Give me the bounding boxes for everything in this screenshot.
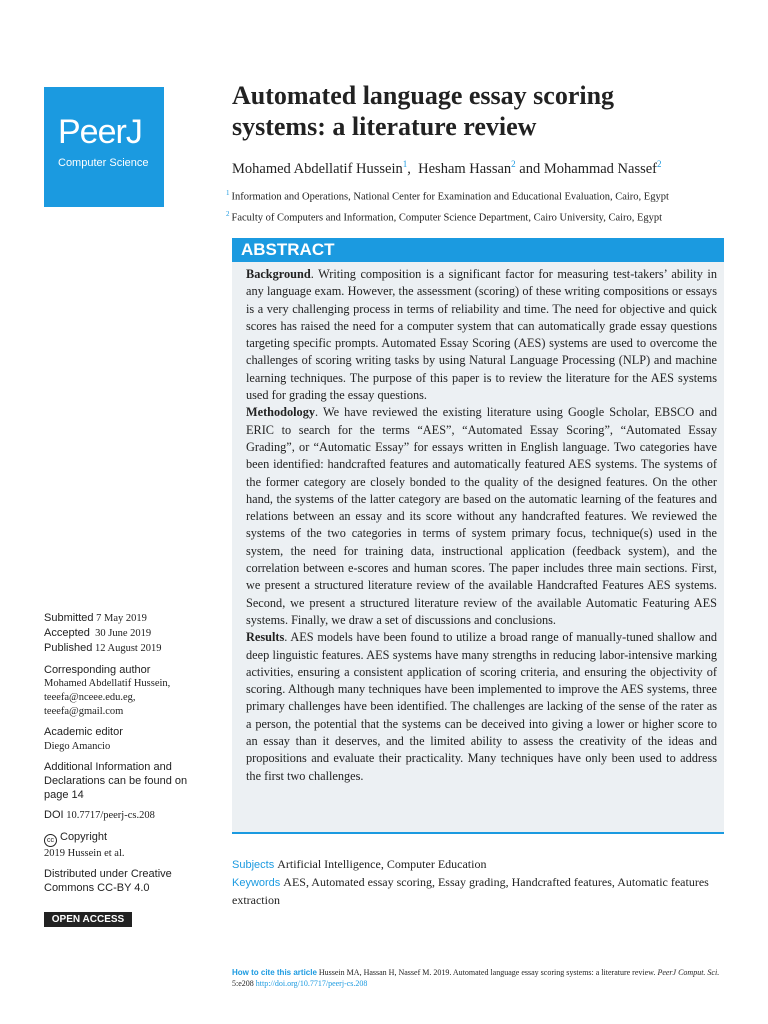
cite-volume: 5:e208 <box>232 979 254 988</box>
additional-info[interactable]: Additional Information and Declarations can be found on page 14 <box>44 760 188 802</box>
affiliation-sup: 1 <box>226 189 230 197</box>
keywords-text: AES, Automated essay scoring, Essay grading, Handcrafted features, Automatic features extraction <box>232 875 709 907</box>
accepted-date: 30 June 2019 <box>95 628 152 640</box>
author-list: Mohamed Abdellatif Hussein$^1$, Hesham Hassan$^2$ and Mohammad Nassef$^2$ <box>232 159 662 177</box>
submitted-label: Submitted <box>44 612 94 624</box>
results-text: . AES models have been found to utilize a broad range of manually-tuned shallow and deep linguistic features. AES systems have many strengths in reducing labor-intensive marking activities, ensuring a consistent application of scoring criteria, and ensuring the objectivity of scoring. Although many techniques have been implemented to improve the AES systems, three primary challenges have been identified. The challenges are lacking of the sense of the rater as a person, the potential that the systems can be deceived into giving a lower or higher score to an essay than it deserves, and the limited ability to assess the creativity of the ideas and propositions and evaluate their practicality. Many techniques have only been used to address the first two challenges. <box>246 630 717 783</box>
methodology-label: Methodology <box>246 405 315 420</box>
affiliation-text: Faculty of Computers and Information, Computer Science Department, Cairo University, Cairo, Egypt <box>231 212 663 223</box>
sidebar-metadata <box>44 611 204 895</box>
author-name: Mohammad Nassef <box>543 160 658 177</box>
author-affil-sup: 1 <box>402 159 408 169</box>
license-text[interactable]: Distributed under Creative Commons CC-BY 4.0 <box>44 867 172 895</box>
cite-link[interactable]: http://doi.org/10.7717/peerj-cs.208 <box>255 979 368 988</box>
subjects-text: Artificial Intelligence, Computer Education <box>277 857 487 871</box>
abstract-methodology <box>246 404 717 629</box>
author-affil-sup: 2 <box>657 159 662 169</box>
editor-label: Academic editor <box>44 726 123 739</box>
accepted-label: Accepted <box>44 627 90 640</box>
corresponding-label: Corresponding author <box>44 663 151 676</box>
results-label: Results <box>246 630 285 645</box>
corresponding-email[interactable]: teeefa@gmail.com <box>44 706 124 718</box>
published-date: 12 August 2019 <box>94 643 162 655</box>
editor-name: Diego Amancio <box>44 740 111 752</box>
subjects-label: Subjects <box>232 859 275 871</box>
corresponding-email[interactable]: teeefa@nceee.edu.eg, <box>44 692 136 704</box>
author-name: Hesham Hassan <box>418 160 512 177</box>
accepted-line <box>44 626 204 641</box>
affiliations <box>226 185 669 226</box>
background-text: . Writing composition is a significant factor for measuring test-takers’ ability in any language exam. However, the assessment (scoring) of these writing compositions or essays is a very challenging process in terms of reliability and time. The need for objective and quick scores has raised the need for a computer system that can automatically grade essay questions targeting specific prompts. Automated Essay Scoring (AES) systems are used to overcome the challenges of scoring writing tasks by using Natural Language Processing (NLP) and machine learning techniques. The purpose of this paper is to review the literature for the AES systems used for grading the essay questions. <box>246 267 717 403</box>
background-label: Background <box>246 267 311 281</box>
cite-label: How to cite this article <box>232 968 317 977</box>
doi-label: DOI <box>44 809 64 822</box>
cite-text: Hussein MA, Hassan H, Nassef M. 2019. Automated language essay scoring systems: a literature review. <box>318 968 656 977</box>
author-conjunction: and <box>519 160 541 177</box>
citation-footer <box>232 967 722 989</box>
doi-line <box>44 808 204 823</box>
affiliation-sup: 2 <box>226 209 230 218</box>
author-name: Mohamed Abdellatif Hussein <box>232 160 403 177</box>
copyright-text: 2019 Hussein et al. <box>44 847 125 859</box>
copyright-line <box>44 830 204 847</box>
abstract-body <box>232 262 724 834</box>
open-access-badge: OPEN ACCESS <box>44 912 132 927</box>
author-affil-sup: 2 <box>511 159 516 169</box>
methodology-text: . We have reviewed the existing literature using Google Scholar, EBSCO and ERIC to search for the terms “AES”, “Automated Essay Scoring”, “Automated Essay Grading”, or “Automatic Essay” for essays written in English language. Two categories have been identified: handcrafted features and automatically featured AES systems. The systems of the former category are closely bonded to the quality of the designed features. On the other hand, the systems of the latter category are based on the automatic learning of the features and relations between an essay and its score without any handcrafted features. We reviewed the systems of the two categories in terms of system primary focus, technique(s) used in the system, the need for training data, instructional application (feedback system), and the correlation between e-scores and human scores. The paper includes three main sections. First, we present a structured literature review of the available Handcrafted Features AES systems. Second, we present a structured literature review of the available Automatic Featuring AES systems. Finally, we draw a set of discussions and conclusions. <box>246 405 717 627</box>
paper-title: Automated language essay scoring systems: a literature review <box>232 81 615 141</box>
keywords-line <box>232 874 712 909</box>
copyright-label: Copyright <box>60 830 108 843</box>
peerj-logo <box>44 87 164 207</box>
affiliation-text: Information and Operations, National Center for Examination and Educational Evaluation, Cairo, Egypt <box>231 191 669 203</box>
cite-journal: PeerJ Comput. Sci. <box>657 968 720 977</box>
logo-subtitle: Computer Science <box>58 157 149 169</box>
affiliation-item <box>226 185 669 206</box>
keywords-label: Keywords <box>232 877 281 889</box>
abstract-background <box>246 266 717 404</box>
abstract-heading: ABSTRACT <box>232 238 724 262</box>
submitted-date: 7 May 2019 <box>96 613 147 624</box>
corresponding-name: Mohamed Abdellatif Hussein, <box>44 677 171 689</box>
doi-value[interactable]: 10.7717/peerj-cs.208 <box>66 810 155 822</box>
submitted-line <box>44 611 204 626</box>
subjects-keywords <box>232 856 712 909</box>
published-line <box>44 641 204 656</box>
abstract-results <box>246 629 717 785</box>
published-label: Published <box>44 642 93 655</box>
affiliation-item <box>226 206 669 227</box>
cc-icon: cc <box>44 834 57 847</box>
logo-brand: PeerJ <box>58 113 142 151</box>
subjects-line <box>232 856 712 874</box>
